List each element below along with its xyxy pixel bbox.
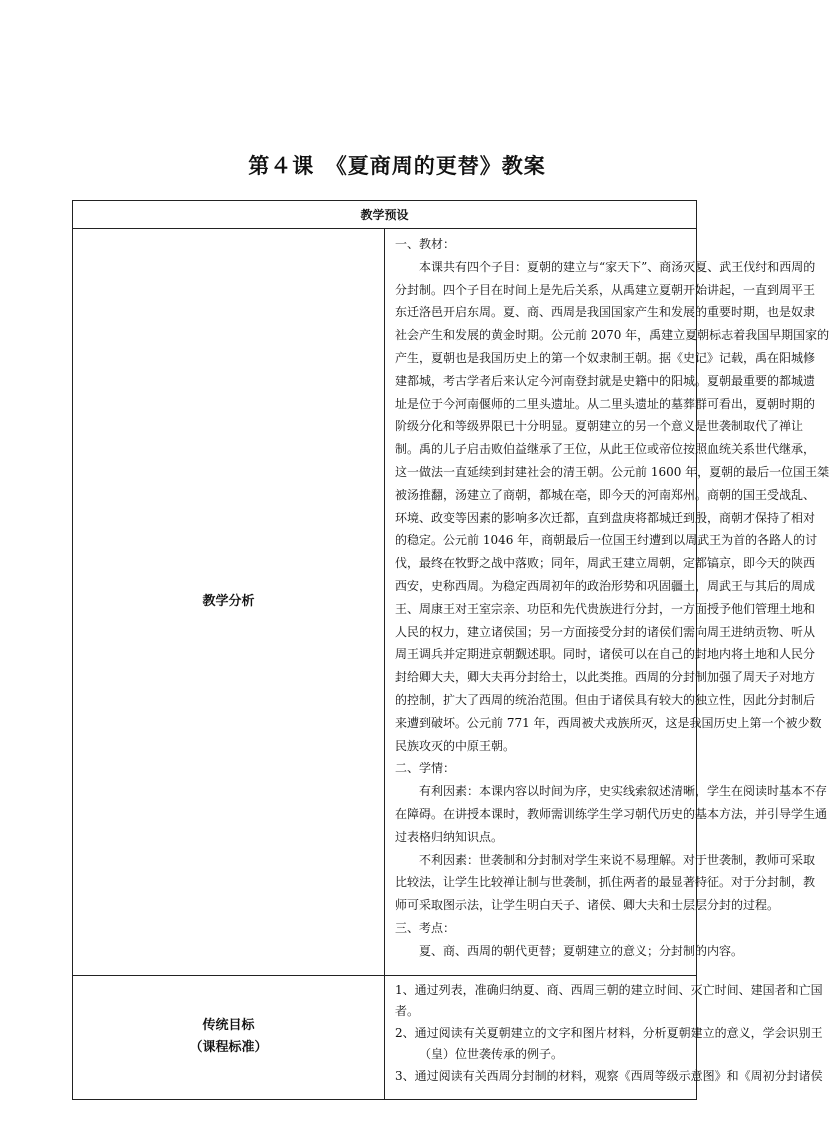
goals-label-sub: （课程标准） — [189, 1040, 268, 1056]
table-header: 教学预设 — [73, 201, 697, 229]
goal-line: （皇）位世袭传承的例子。 — [419, 1047, 564, 1061]
goals-row — [73, 975, 697, 1100]
analysis-label: 教学分析 — [73, 229, 385, 976]
learner-line: 在障碍。在讲授本课时，教师需训练学生学习朝代历史的基本方法，并引导学生通 — [395, 806, 828, 821]
textbook-line: 被汤推翻，汤建立了商朝，都城在亳，即今天的河南郑州。商朝的国王受战乱、 — [395, 487, 816, 502]
table-header-row — [73, 201, 697, 229]
textbook-line: 来遭到破坏。公元前 771 年，西周被犬戎族所灭，这是我国历史上第一个被少数 — [395, 715, 822, 730]
textbook-line: 阶级分化和等级界限已十分明显。夏朝建立的另一个意义是世袭制取代了禅让 — [395, 419, 804, 434]
textbook-line: 周王调兵并定期进京朝觐述职。同时，诸侯可以在自己的封地内将土地和人民分 — [395, 647, 816, 662]
exam-heading: 三、考点： — [395, 920, 456, 935]
textbook-line: 封给卿大夫，卿大夫再分封给士，以此类推。西周的分封制加强了周天子对地方 — [395, 670, 816, 685]
learner-line: 有利因素：本课内容以时间为序，史实线索叙述清晰，学生在阅读时基本不存 — [419, 784, 828, 799]
textbook-line: 的控制，扩大了西周的统治范围。但由于诸侯具有较大的独立性，因此分封制后 — [395, 692, 816, 707]
textbook-line: 这一做法一直延续到封建社会的清王朝。公元前 1600 年，夏朝的最后一位国王桀 — [395, 464, 829, 479]
goal-line: 者。 — [395, 1004, 420, 1018]
textbook-line: 西安，史称西周。为稳定西周初年的政治形势和巩固疆土，周武王与其后的周成 — [395, 578, 816, 593]
textbook-line: 东迁洛邑开启东周。夏、商、西周是我国国家产生和发展的重要时期，也是奴隶 — [395, 305, 816, 320]
textbook-line: 环境、政变等因素的影响多次迁都，直到盘庚将都城迁到殷，商朝才保持了相对 — [395, 510, 816, 525]
goals-label-main: 传统目标 — [202, 1018, 255, 1034]
textbook-line: 建都城，考古学者后来认定今河南登封就是史籍中的阳城。夏朝最重要的都城遗 — [395, 373, 816, 388]
goal-line: 2、通过阅读有关夏朝建立的文字和图片材料，分析夏朝建立的意义，学会识别王 — [395, 1025, 823, 1040]
goal-line: 3、通过阅读有关西周分封制的材料，观察《西周等级示意图》和《周初分封诸侯 — [395, 1068, 823, 1083]
textbook-line: 的稳定。公元前 1046 年，商朝最后一位国王纣遭到以周武王为首的各路人的讨 — [395, 533, 818, 548]
textbook-line: 产生，夏朝也是我国历史上的第一个奴隶制王朝。据《史记》记载，禹在阳城修 — [395, 350, 816, 365]
analysis-content — [385, 229, 829, 976]
textbook-line: 社会产生和发展的黄金时期。公元前 2070 年，禹建立夏朝标志着我国早期国家的 — [395, 328, 829, 343]
textbook-line: 人民的权力，建立诸侯国；另一方面接受分封的诸侯们需向周王进纳贡物、听从 — [395, 624, 816, 639]
learner-line: 不利因素：世袭制和分封制对学生来说不易理解。对于世袭制，教师可采取 — [419, 852, 816, 867]
textbook-line: 民族攻灭的中原王朝。 — [395, 738, 516, 753]
goals-label — [73, 975, 385, 1100]
analysis-row — [73, 229, 697, 976]
learner-line: 比较法，让学生比较禅让制与世袭制，抓住两者的最显著特征。对于分封制，教 — [395, 875, 816, 890]
textbook-heading: 一、教材： — [395, 237, 456, 251]
textbook-line: 制。禹的儿子启击败伯益继承了王位，从此王位或帝位按照血统关系世代继承， — [395, 442, 816, 457]
learner-line: 过表格归纳知识点。 — [395, 829, 504, 844]
textbook-line: 分封制。四个子目在时间上是先后关系，从禹建立夏朝开始讲起，一直到周平王 — [395, 282, 816, 297]
textbook-line: 址是位于今河南偃师的二里头遗址。从二里头遗址的墓葬群可看出，夏朝时期的 — [395, 396, 816, 411]
lesson-plan-table — [72, 200, 829, 1100]
learner-heading: 二、学情： — [395, 761, 456, 776]
goals-content — [385, 975, 823, 1100]
textbook-line: 伐，最终在牧野之战中落败；同年，周武王建立周朝，定都镐京，即今天的陕西 — [395, 556, 816, 571]
exam-line: 夏、商、西周的朝代更替；夏朝建立的意义；分封制的内容。 — [419, 943, 744, 958]
textbook-line: 本课共有四个子目：夏朝的建立与“家天下”、商汤灭夏、武王伐纣和西周的 — [419, 259, 816, 274]
textbook-line: 王、周康王对王室宗亲、功臣和先代贵族进行分封，一方面授予他们管理土地和 — [395, 601, 816, 616]
page-title: 第４课 《夏商周的更替》教案 — [248, 154, 546, 178]
goal-line: 1、通过列表，准确归纳夏、商、西周三朝的建立时间、灭亡时间、建国者和亡国 — [395, 982, 823, 997]
learner-line: 师可采取图示法，让学生明白天子、诸侯、卿大夫和士层层分封的过程。 — [395, 898, 780, 913]
